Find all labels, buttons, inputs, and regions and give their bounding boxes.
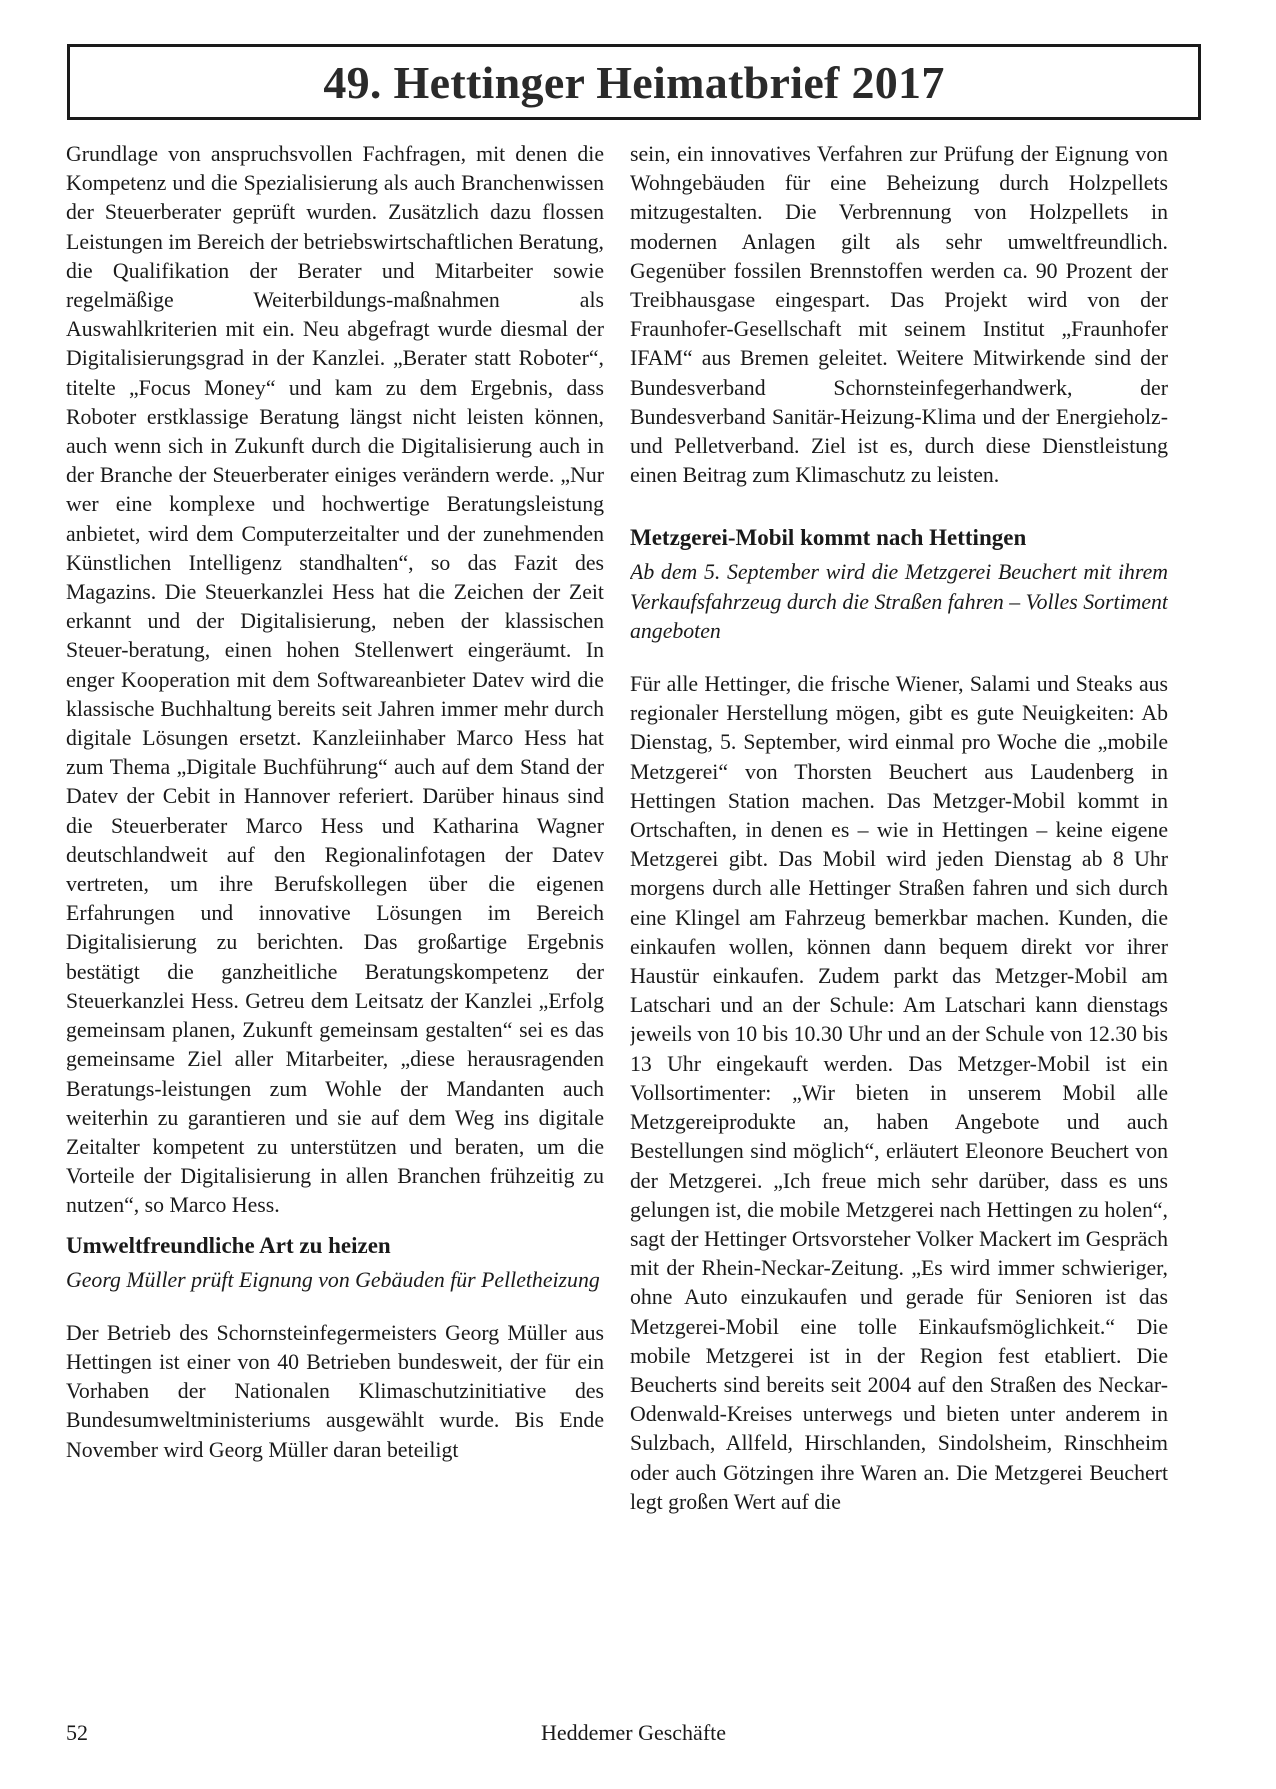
section-lead-metzgerei: Ab dem 5. September wird die Metzgerei Beuchert mit ihrem Verkaufsfahrzeug durch die Straßen fahren – Volles Sortiment angeboten [630,560,1168,643]
page-number: 52 [66,1720,88,1745]
page-footer [66,1718,1201,1748]
section-heading-heating: Umweltfreundliche Art zu heizen [66,1232,391,1258]
header-box [67,44,1201,120]
left-column [66,140,604,1670]
footer-title: Heddemer Geschäfte [540,1720,727,1745]
intro-paragraph: Grundlage von anspruchsvollen Fachfragen, mit denen die Kompetenz und die Spezialisierung als auch Branchenwissen der Steuerberater geprüft wurden. Zusätzlich dazu flossen Leistungen im Bereich der betriebswirtschaftlichen Beratung, die Qualifikation der Berater und Mitarbeiter sowie regelmäßige Weiterbildungs-maßnahmen als Auswahlkriterien mit ein. Neu abgefragt wurde diesmal der Digitalisierungsgrad in der Kanzlei. „Berater statt Roboter“, titelte „Focus Money“ und kam zu dem Ergebnis, dass Roboter erstklassige Beratung längst nicht leisten können, auch wenn sich in Zukunft durch die Digitalisierung auch in der Branche der Steuerberater einiges verändern werde. „Nur wer eine komplexe und hochwertige Beratungsleistung anbietet, wird dem Computerzeitalter und der zunehmenden Künstlichen Intelligenz standhalten“, so das Fazit des Magazins. Die Steuerkanzlei Hess hat die Zeichen der Zeit erkannt und der Digitalisierung, neben der klassischen Steuer-beratung, einen hohen Stellenwert eingeräumt. In enger Kooperation mit dem Softwareanbieter Datev wird die klassische Buchhaltung bereits seit Jahren immer mehr durch digitale Lösungen ersetzt. Kanzleiinhaber Marco Hess hat zum Thema „Digitale Buchführung“ auch auf dem Stand der Datev der Cebit in Hannover referiert. Darüber hinaus sind die Steuerberater Marco Hess und Katharina Wagner deutschlandweit auf den Regionalinfotagen der Datev vertreten, um ihre Berufskollegen über die eigenen Erfahrungen und innovative Lösungen im Bereich Digitalisierung zu berichten. Das großartige Ergebnis bestätigt die ganzheitliche Beratungskompetenz der Steuerkanzlei Hess. Getreu dem Leitsatz der Kanzlei „Erfolg gemeinsam planen, Zukunft gemeinsam gestalten“ sei es das gemeinsame Ziel aller Mitarbeiter, „diese herausragenden Beratungs-leistungen zum Wohle der Mandanten auch weiterhin zu garantieren und sie auf dem Weg ins digitale Zeitalter kompetent zu unterstützen und beraten, um die Vorteile der Digitalisierung in allen Branchen frühzeitig zu nutzen“, so Marco Hess. [66,142,604,1218]
section-lead-heating: Georg Müller prüft Eignung von Gebäuden für Pelletheizung [66,1267,600,1292]
section-paragraph-heating: Der Betrieb des Schornsteinfegermeisters Georg Müller aus Hettingen ist einer von 40 Betrieben bundesweit, der für ein Vorhaben der Nationalen Klimaschutzinitiative des Bundesumweltministeriums ausgewählt wurde. Bis Ende November wird Georg Müller daran beteiligt [66,1320,604,1462]
right-column [630,140,1168,1670]
continued-paragraph: sein, ein innovatives Verfahren zur Prüfung der Eignung von Wohngebäuden für eine Beheizung durch Holzpellets mitzugestalten. Die Verbrennung von Holzpellets in modernen Anlagen gilt als sehr umweltfreundlich. Gegenüber fossilen Brennstoffen werden ca. 90 Prozent der Treibhausgase eingespart. Das Projekt wird von der Fraunhofer-Gesellschaft mit seinem Institut „Fraunhofer IFAM“ aus Bremen geleitet. Weitere Mitwirkende sind der Bundesverband Schornsteinfegerhandwerk, der Bundesverband Sanitär-Heizung-Klima und der Energieholz- und Pelletverband. Ziel ist es, durch diese Dienstleistung einen Beitrag zum Klimaschutz zu leisten. [630,142,1168,488]
section-heading-metzgerei: Metzgerei-Mobil kommt nach Hettingen [630,525,1027,551]
page-title: 49. Hettinger Heimatbrief 2017 [323,56,945,108]
section-paragraph-metzgerei: Für alle Hettinger, die frische Wiener, Salami und Steaks aus regionaler Herstellung mögen, gibt es gute Neuigkeiten: Ab Dienstag, 5. September, wird einmal pro Woche die „mobile Metzgerei“ von Thorsten Beuchert aus Laudenberg in Hettingen Station machen. Das Metzger-Mobil kommt in Ortschaften, in denen es – wie in Hettingen – keine eigene Metzgerei gibt. Das Mobil wird jeden Dienstag ab 8 Uhr morgens durch alle Hettinger Straßen fahren und sich durch eine Klingel am Fahrzeug bemerkbar machen. Kunden, die einkaufen wollen, können dann bequem direkt vor ihrer Haustür einkaufen. Zudem parkt das Metzger-Mobil am Latschari und an der Schule: Am Latschari kann dienstags jeweils von 10 bis 10.30 Uhr und an der Schule von 12.30 bis 13 Uhr eingekauft werden. Das Metzger-Mobil ist ein Vollsortimenter: „Wir bieten in unserem Mobil alle Metzgereiprodukte an, haben Angebote und auch Bestellungen sind möglich“, erläutert Eleonore Beuchert von der Metzgerei. „Ich freue mich sehr darüber, dass es uns gelungen ist, die mobile Metzgerei nach Hettingen zu holen“, sagt der Hettinger Ortsvorsteher Volker Mackert im Gespräch mit der Rhein-Neckar-Zeitung. „Es wird immer schwieriger, ohne Auto einzukaufen und gerade für Senioren ist das Metzgerei-Mobil eine tolle Einkaufsmöglichkeit.“ Die mobile Metzgerei ist in der Region fest etabliert. Die Beucherts sind bereits seit 2004 auf den Straßen des Neckar-Odenwald-Kreises unterwegs und bieten unter anderem in Sulzbach, Allfeld, Hirschlanden, Sindolsheim, Rinschheim oder auch Götzingen ihre Waren an. Die Metzgerei Beuchert legt großen Wert auf die [630,672,1168,1514]
